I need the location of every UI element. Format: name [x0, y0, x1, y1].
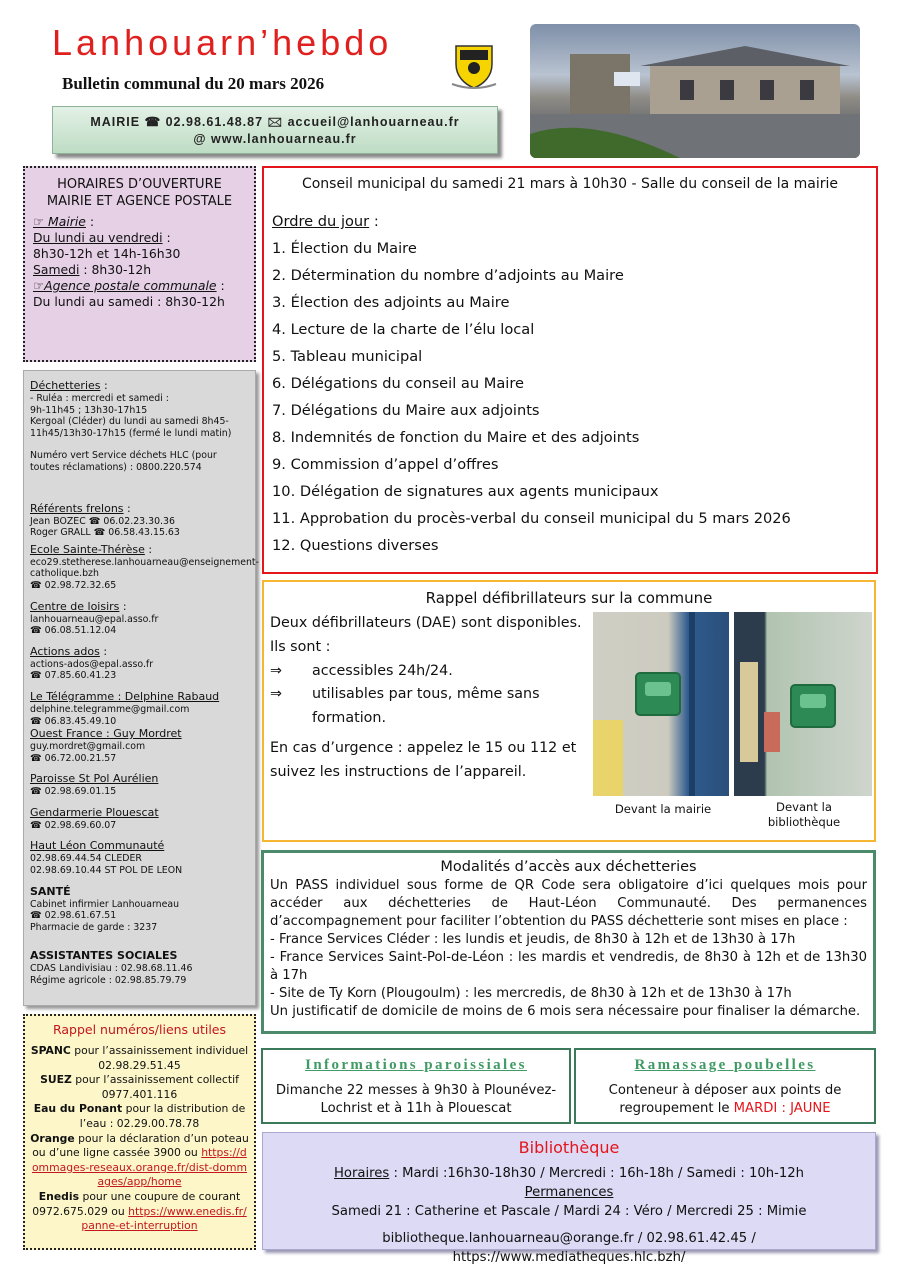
ordre-item: 2. Détermination du nombre d’adjoints au Maire: [272, 267, 624, 284]
ordre-item: 5. Tableau municipal: [272, 348, 423, 365]
defib-p2: Ils sont :: [270, 638, 331, 655]
defib-text: [270, 612, 590, 785]
assistantes-sociales-line: Régime agricole : 02.98.85.79.79: [30, 975, 187, 987]
frelons-label: Référents frelons: [30, 501, 124, 515]
paroisse-text: Dimanche 22 messes à 9h30 à Plounévez-Lochrist et à 11h à Plouescat: [275, 1083, 557, 1116]
defibrillator-icon: [790, 684, 836, 728]
ados-phone: ☎ 07.85.60.41.23: [30, 670, 117, 682]
ouestfrance-phone: ☎ 06.72.00.21.57: [30, 752, 117, 764]
colon: :: [99, 644, 108, 658]
decheterie-line: - France Services Saint-Pol-de-Léon : les mardis et vendredis, de 8h30 à 12h et de 13h30 à 17h: [270, 950, 867, 983]
suez-name: SUEZ: [40, 1073, 72, 1087]
ordre-du-jour-list: [272, 208, 868, 559]
poubelles-title: Ramassage poubelles: [634, 1057, 816, 1073]
ordre-item: 1. Élection du Maire: [272, 240, 417, 257]
paroisse-title: Informations paroissiales: [305, 1057, 527, 1073]
ordre-item: 4. Lecture de la charte de l’élu local: [272, 321, 535, 338]
poubelles-box: [574, 1048, 876, 1124]
mairie-hours-label: ☞ Mairie: [33, 214, 86, 229]
contacts-box: [23, 370, 259, 1006]
defib-bibliotheque-photo: [734, 612, 872, 796]
telegramme-email[interactable]: delphine.telegramme@gmail.com: [30, 703, 190, 715]
opening-hours-box: [23, 166, 256, 362]
frelons-contact: Jean BOZEC ☎ 06.02.23.30.36: [30, 515, 175, 527]
decheterie-line: - Site de Ty Korn (Plougoulm) : les mercredis, de 8h30 à 12h et de 13h30 à 17h: [270, 986, 792, 1001]
poster: [764, 712, 780, 752]
colon: :: [144, 542, 153, 556]
defibrillator-icon: [635, 672, 681, 716]
poubelles-text: Conteneur à déposer aux points de regroupement le: [608, 1083, 842, 1116]
colon: :: [100, 379, 108, 392]
enedis-name: Enedis: [38, 1189, 80, 1203]
decheterie-paragraph: Un justificatif de domicile de moins de 6 mois sera nécessaire pour finaliser la démarche.: [270, 1004, 861, 1019]
paroisse-label: Paroisse St Pol Aurélien: [30, 772, 159, 786]
assistantes-sociales-label: ASSISTANTES SOCIALES: [30, 949, 178, 963]
loisirs-phone: ☎ 06.08.51.12.04: [30, 625, 117, 637]
ordre-item: 7. Délégations du Maire aux adjoints: [272, 402, 540, 419]
ecole-email[interactable]: eco29.stetherese.lanhouarneau@enseignement-catholique.bzh: [30, 556, 259, 580]
hlc-phone: 02.98.69.44.54 CLEDER: [30, 853, 142, 865]
defibrillateurs-box: [262, 580, 876, 842]
bibliotheque-title: Bibliothèque: [518, 1138, 620, 1157]
useful-numbers-box: [23, 1014, 256, 1250]
bulletin-subtitle: Bulletin communal du 20 mars 2026: [62, 74, 325, 93]
assistantes-sociales-line: CDAS Landivisiau : 02.98.68.11.46: [30, 963, 193, 975]
decheterie-line: - France Services Cléder : les lundis et jeudis, de 8h30 à 12h et de 13h30 à 17h: [270, 932, 796, 947]
decheterie-paragraph: Un PASS individuel sous forme de QR Code sera obligatoire d’ici quelques mois pour accéder aux déchetteries de Haut-Léon Communauté. Des permanences d’accompagnement pour faciliter l’obtention du PASS déchetterie sont mises en place :: [270, 878, 867, 929]
gendarmerie-label: Gendarmerie Plouescat: [30, 805, 159, 819]
bibliotheque-contact[interactable]: bibliotheque.lanhouarneau@orange.fr / 02.98.61.42.45 / https://www.mediatheques.hlc.bzh/: [382, 1231, 756, 1265]
decheteries-line: Numéro vert Service déchets HLC (pour toutes réclamations) : 0800.220.574: [30, 450, 217, 473]
arrow-icon: ⇒: [270, 662, 282, 679]
conseil-municipal-box: [262, 166, 878, 574]
colon: :: [216, 278, 225, 293]
saturday-label: Samedi: [33, 262, 80, 277]
defib-title: Rappel défibrillateurs sur la commune: [425, 589, 713, 607]
agence-postale-label: ☞Agence postale communale: [33, 278, 217, 293]
colon: :: [162, 230, 171, 245]
defib-bullet-text: accessibles 24h/24.: [312, 662, 453, 679]
hlc-label: Haut Léon Communauté: [30, 839, 165, 853]
permanences-label: Permanences: [524, 1185, 614, 1200]
orange-name: Orange: [30, 1131, 75, 1145]
loisirs-label: Centre de loisirs: [30, 599, 120, 613]
horaires-text: : Mardi :16h30-18h30 / Mercredi : 16h-18h / Samedi : 10h-12h: [389, 1166, 804, 1181]
spanc-name: SPANC: [30, 1044, 71, 1057]
conseil-title: Conseil municipal du samedi 21 mars à 10h30 - Salle du conseil de la mairie: [301, 176, 839, 192]
weekdays-label: Du lundi au vendredi: [33, 230, 163, 245]
useful-numbers-title: Rappel numéros/liens utiles: [52, 1022, 227, 1037]
caption-bibliotheque: Devant la bibliothèque: [767, 800, 841, 829]
suez-text: pour l’assainissement collectif 0977.401.116: [71, 1073, 239, 1101]
defib-p3: En cas d’urgence : appelez le 15 ou 112 et suivez les instructions de l’appareil.: [270, 739, 577, 780]
colon: :: [85, 214, 95, 229]
enedis-text: pour une coupure de courant 0972.675.029 ou: [32, 1189, 241, 1218]
ordre-du-jour-label: Ordre du jour: [272, 213, 370, 230]
decheteries-line: - Ruléa : mercredi et samedi :: [30, 393, 169, 404]
ordre-item: 11. Approbation du procès-verbal du conseil municipal du 5 mars 2026: [272, 510, 791, 527]
defib-bullet: [270, 660, 590, 684]
sante-line: Cabinet infirmier Lanhouarneau: [30, 898, 180, 910]
ordre-item: 9. Commission d’appel d’offres: [272, 456, 499, 473]
colon: :: [123, 501, 131, 515]
decheteries-label: Déchetteries: [30, 379, 101, 392]
ados-label: Actions ados: [30, 644, 100, 658]
sante-line: ☎ 02.98.61.67.51: [30, 910, 117, 922]
town-crest-icon: [446, 40, 502, 90]
town-hall-photo: [530, 24, 860, 158]
poubelles-highlight: MARDI : JAUNE: [733, 1101, 831, 1116]
ecole-phone: ☎ 02.98.72.32.65: [30, 579, 117, 591]
ordre-item: 3. Élection des adjoints au Maire: [272, 294, 510, 311]
sante-label: SANTÉ: [30, 884, 71, 898]
bibliotheque-box: [262, 1132, 876, 1265]
decheteries-line: Kergoal (Cléder) du lundi au samedi 8h45-11h45/13h30-17h15 (fermé le lundi matin): [30, 416, 232, 439]
defib-mairie-photo: [593, 612, 729, 796]
poster: [740, 662, 758, 762]
opening-hours-title: HORAIRES D’OUVERTURE MAIRIE ET AGENCE POSTALE: [46, 177, 233, 209]
spanc-text: pour l’assainissement individuel 02.98.29.51.45: [70, 1044, 249, 1072]
enedis-link[interactable]: https://www.enedis.fr/panne-et-interruption: [81, 1204, 247, 1233]
telegramme-phone: ☎ 06.83.45.49.10: [30, 715, 117, 727]
mairie-contact-banner: [52, 106, 498, 154]
hlc-phone: 02.98.69.10.44 ST POL DE LEON: [30, 865, 183, 877]
ouestfrance-label: Ouest France : Guy Mordret: [30, 727, 182, 741]
loisirs-email[interactable]: lanhouarneau@epal.asso.fr: [30, 613, 159, 625]
orange-text: pour la déclaration d’un poteau ou d’une ligne cassée 3900 ou: [32, 1131, 249, 1160]
permanences-text: Samedi 21 : Catherine et Pascale / Mardi 24 : Véro / Mercredi 25 : Mimie: [331, 1204, 807, 1219]
defib-p1: Deux défibrillateurs (DAE) sont disponibles.: [270, 615, 582, 631]
ados-email[interactable]: actions-ados@epal.asso.fr: [30, 658, 154, 670]
telegramme-label: Le Télégramme : Delphine Rabaud: [30, 689, 220, 703]
saturday-hours: : 8h30-12h: [79, 262, 152, 277]
ordre-item: 6. Délégations du conseil au Maire: [272, 375, 524, 392]
paroisse-box: [261, 1048, 571, 1124]
ordre-item: 8. Indemnités de fonction du Maire et des adjoints: [272, 429, 640, 446]
yellow-box: [593, 720, 623, 796]
horaires-label: Horaires: [333, 1166, 390, 1181]
sante-line: Pharmacie de garde : 3237: [30, 921, 158, 933]
decheterie-access-box: [261, 850, 876, 1034]
mairie-website[interactable]: @ www.lanhouarneau.fr: [193, 132, 357, 146]
eau-ponant-text: pour la distribution de l’eau : 02.29.00.78.78: [79, 1102, 246, 1130]
agence-postale-hours: Du lundi au samedi : 8h30-12h: [33, 294, 225, 309]
gendarmerie-phone: ☎ 02.98.69.60.07: [30, 819, 117, 831]
ordre-item: 10. Délégation de signatures aux agents municipaux: [272, 483, 659, 500]
bulletin-title: Lanhouarn’hebdo: [52, 22, 393, 63]
colon: :: [119, 599, 127, 613]
ecole-label: Ecole Sainte-Thérèse: [30, 542, 145, 556]
decheteries-line: 9h-11h45 ; 13h30-17h15: [30, 404, 148, 416]
arrow-icon: ⇒: [270, 686, 282, 703]
ordre-item: 12. Questions diverses: [272, 537, 439, 554]
colon: :: [369, 213, 379, 230]
decheterie-title: Modalités d’accès aux déchetteries: [440, 859, 697, 875]
orange-link[interactable]: https://dommages-reseaux.orange.fr/dist-dommages/app/home: [31, 1146, 248, 1189]
eau-ponant-name: Eau du Ponant: [33, 1102, 123, 1116]
frelons-contact: Roger GRALL ☎ 06.58.43.15.63: [30, 527, 180, 539]
door-frame: [689, 612, 695, 796]
defib-bullet: [270, 683, 590, 731]
caption-mairie: Devant la mairie: [614, 802, 712, 816]
paroisse-phone: ☎ 02.98.69.01.15: [30, 786, 117, 798]
ouestfrance-email[interactable]: guy.mordret@gmail.com: [30, 741, 146, 753]
defib-bullet-text: utilisables par tous, même sans formation.: [312, 686, 540, 727]
weekdays-hours: 8h30-12h et 14h-16h30: [33, 246, 181, 261]
mairie-phone-email: MAIRIE ☎ 02.98.61.48.87 🖂 accueil@lanhouarneau.fr: [90, 115, 460, 129]
